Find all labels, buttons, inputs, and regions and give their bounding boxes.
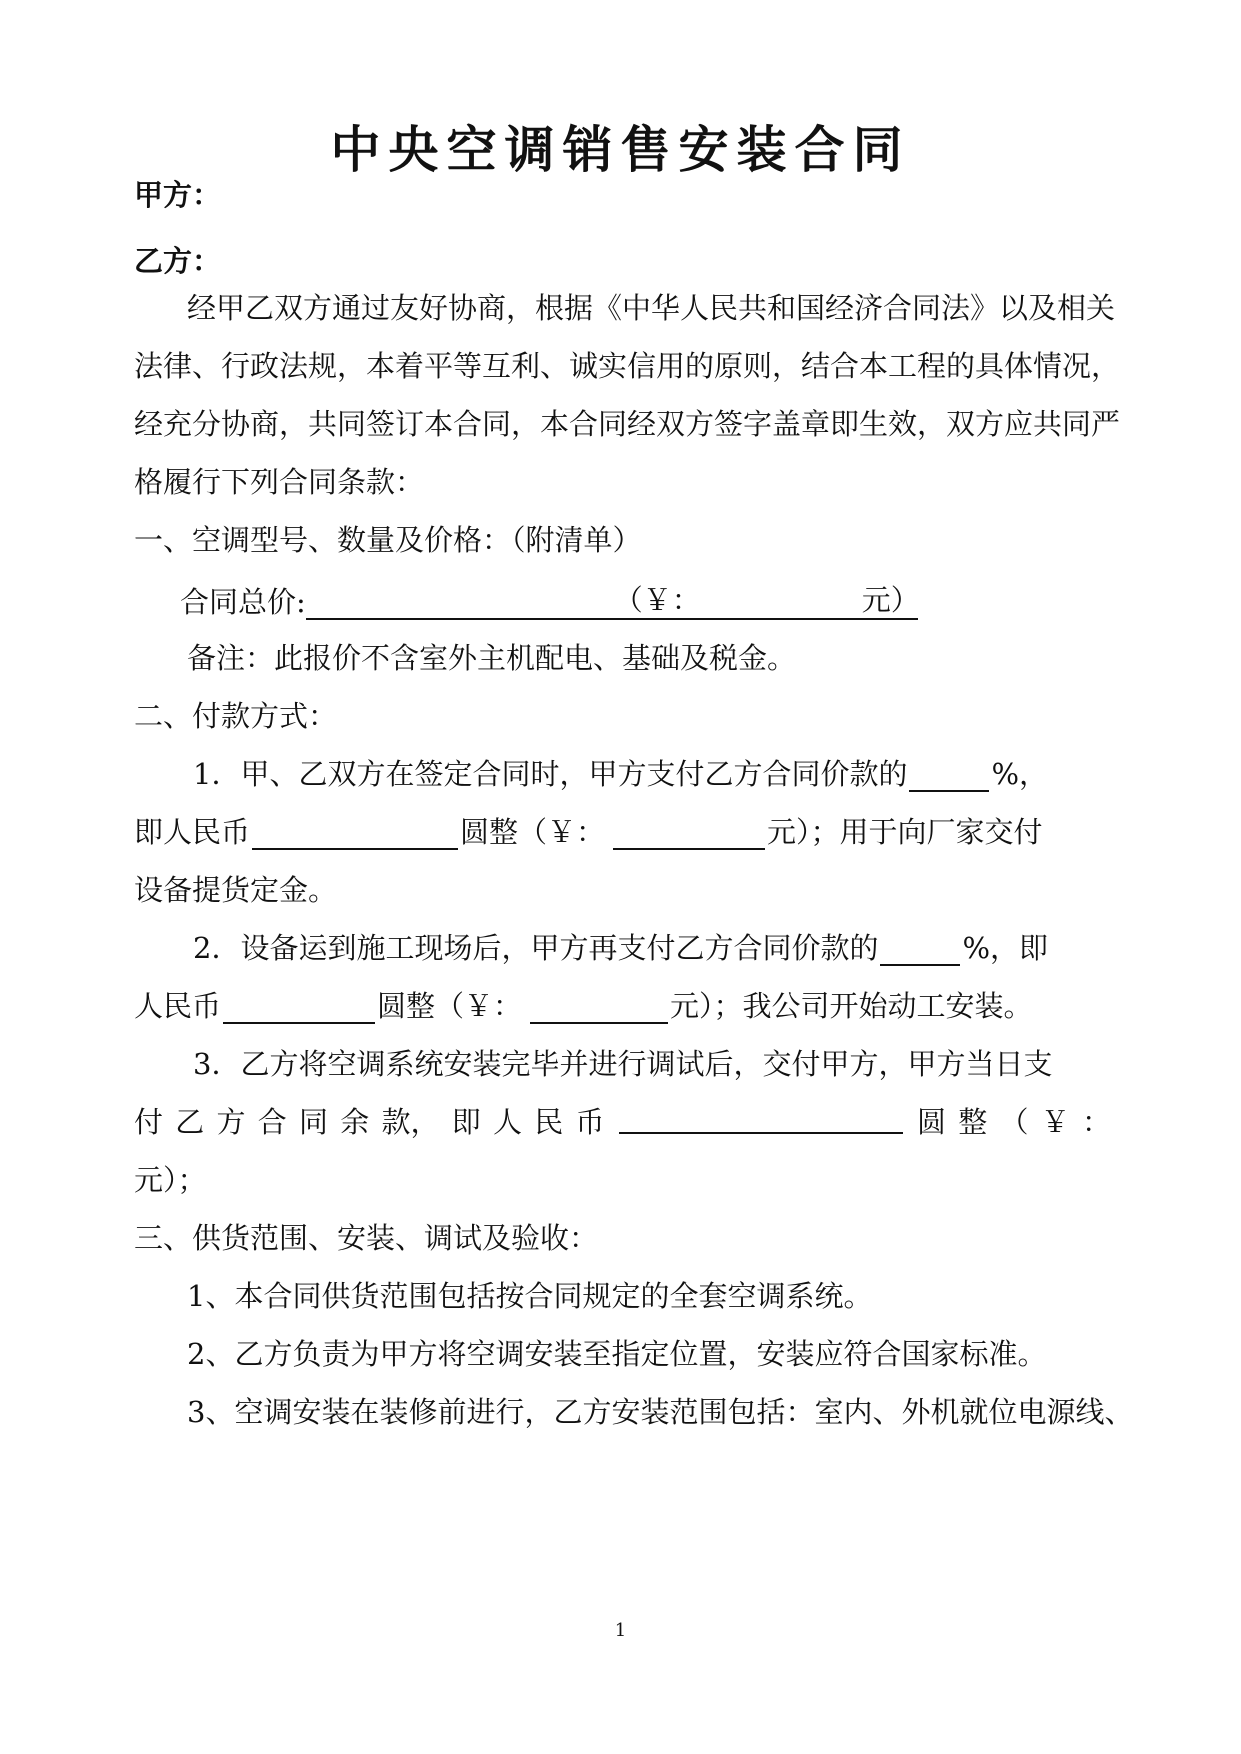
payment-item-1-line-2 — [134, 814, 1043, 850]
payment-item-3-line-1: 3．乙方将空调系统安装完毕并进行调试后，交付甲方，甲方当日支 — [193, 1047, 1053, 1081]
intro-line-3: 经充分协商，共同签订本合同，本合同经双方签字盖章即生效，双方应共同严 — [134, 407, 1121, 441]
total-price-yuan: 元） — [861, 583, 920, 617]
payment-item-3-line-2 — [134, 1104, 1111, 1140]
payment-item-3-char: 圆 — [916, 1105, 946, 1139]
intro-line-4: 格履行下列合同条款： — [134, 465, 425, 499]
payment-item-3-char: 付 — [134, 1105, 164, 1139]
payment-item-1-percent-blank[interactable] — [909, 762, 989, 792]
payment-item-3-char: ￥ — [1040, 1105, 1070, 1139]
payment-item-2-amount-blank[interactable] — [223, 994, 375, 1024]
payment-item-1-purpose: 元）；用于向厂家交付 — [767, 815, 1043, 849]
section3-item-3: 3、空调安装在装修前进行，乙方安装范围包括：室内、外机就位电源线、 — [187, 1395, 1134, 1429]
intro-line-2: 法律、行政法规，本着平等互利、诚实信用的原则，结合本工程的具体情况， — [134, 349, 1121, 383]
section2-heading: 二、付款方式： — [134, 699, 338, 733]
payment-item-1-yen-label: 圆整（￥： — [460, 815, 606, 849]
payment-item-2-purpose: 元）；我公司开始动工安装。 — [670, 989, 1033, 1023]
payment-item-1-percent-sign: %， — [991, 757, 1049, 791]
payment-item-2-yen-blank[interactable] — [530, 994, 668, 1024]
payment-item-3-char: 款， — [381, 1105, 440, 1139]
total-price-yen: （￥： — [613, 583, 701, 617]
payment-item-2-line-2 — [134, 988, 1033, 1024]
payment-item-3-char: 即 — [451, 1105, 481, 1139]
payment-item-3-char: 乙 — [175, 1105, 205, 1139]
payment-item-1-line-3: 设备提货定金。 — [134, 873, 338, 907]
payment-item-1-amount-blank[interactable] — [252, 820, 458, 850]
payment-item-3-char: 方 — [216, 1105, 246, 1139]
payment-item-2-percent-blank[interactable] — [880, 936, 960, 966]
payment-item-3-char: 整 — [958, 1105, 988, 1139]
payment-item-3-amount-blank[interactable] — [619, 1104, 903, 1134]
payment-item-3-char: 人 — [493, 1105, 523, 1139]
total-price-blank[interactable] — [306, 582, 918, 620]
payment-item-1-rmb-label: 即人民币 — [134, 815, 251, 849]
payment-item-1-yen-blank[interactable] — [613, 820, 765, 850]
page-title: 中央空调销售安装合同 — [330, 121, 911, 179]
payment-item-2-line-1 — [193, 930, 1048, 966]
payment-item-1-line-1 — [193, 756, 1048, 792]
payment-item-3-char: ： — [1081, 1105, 1111, 1139]
payment-item-3-char: 币 — [575, 1105, 605, 1139]
payment-item-2-text: 2．设备运到施工现场后，甲方再支付乙方合同价款的 — [193, 931, 879, 965]
section3-item-2: 2、乙方负责为甲方将空调安装至指定位置，安装应符合国家标准。 — [187, 1337, 1047, 1371]
payment-item-1-text: 1．甲、乙双方在签定合同时，甲方支付乙方合同价款的 — [193, 757, 908, 791]
page-number: 1 — [614, 1620, 627, 1641]
total-price-line — [180, 582, 918, 620]
party-b-label: 乙方： — [134, 244, 222, 278]
payment-item-3-char: （ — [999, 1105, 1029, 1139]
section1-note: 备注：此报价不含室外主机配电、基础及税金。 — [187, 641, 797, 675]
section3-heading: 三、供货范围、安装、调试及验收： — [134, 1221, 599, 1255]
section1-heading: 一、空调型号、数量及价格：（附清单） — [134, 523, 642, 557]
party-a-label: 甲方： — [134, 178, 222, 212]
payment-item-3-char: 余 — [340, 1105, 370, 1139]
payment-item-3-char: 同 — [299, 1105, 329, 1139]
payment-item-2-rmb-label: 人民币 — [134, 989, 222, 1023]
payment-item-3-line-3: 元）； — [134, 1163, 207, 1197]
intro-line-1: 经甲乙双方通过友好协商，根据《中华人民共和国经济合同法》以及相关 — [187, 291, 1116, 325]
payment-item-2-yen-label: 圆整（￥： — [377, 989, 523, 1023]
payment-item-3-char: 合 — [257, 1105, 287, 1139]
total-price-label: 合同总价: — [180, 585, 306, 619]
payment-item-3-char: 民 — [534, 1105, 564, 1139]
section3-item-1: 1、本合同供货范围包括按合同规定的全套空调系统。 — [187, 1279, 873, 1313]
payment-item-2-percent-sign: %，即 — [962, 931, 1049, 965]
